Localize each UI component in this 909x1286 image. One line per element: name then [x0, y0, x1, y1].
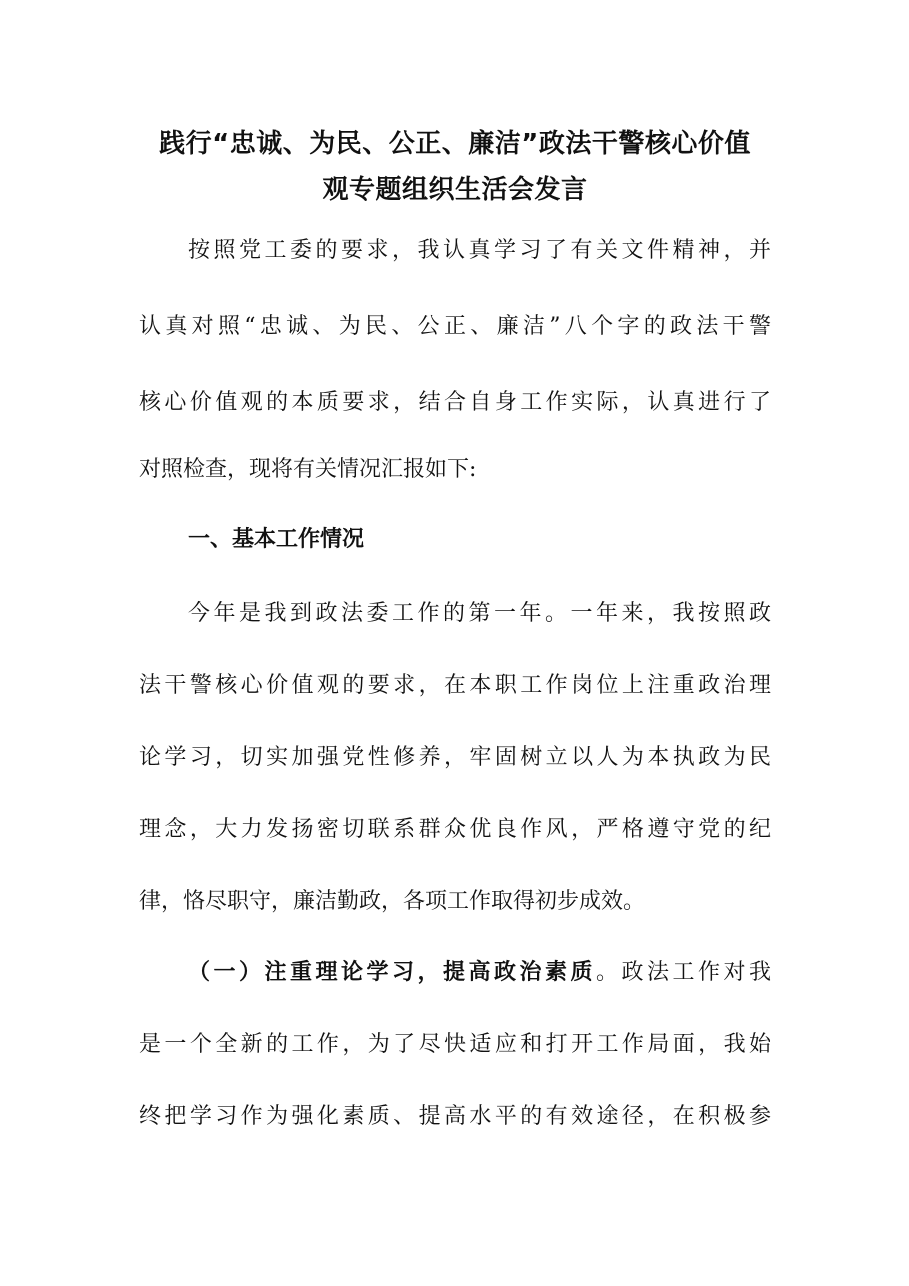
section-1-line-1: 今年是我到政法委工作的第一年。一年来，我按照政 [188, 601, 771, 626]
section-1-line-4: 理念，大力发扬密切联系群众优良作风，严格遵守党的纪 [139, 817, 771, 842]
section-1-line-5: 律，恪尽职守，廉洁勤政，各项工作取得初步成效。 [139, 889, 646, 914]
subsection-1-heading: （一）注重理论学习，提高政治素质 [188, 960, 596, 985]
section-1-line-3: 论学习，切实加强党性修养，牢固树立以人为本执政为民 [139, 745, 771, 770]
document-title-line-2: 观专题组织生活会发言 [322, 175, 588, 205]
intro-line-1: 按照党工委的要求，我认真学习了有关文件精神，并 [188, 238, 771, 263]
subsection-1-line-3: 终把学习作为强化素质、提高水平的有效途径，在积极参 [139, 1104, 771, 1129]
intro-line-4: 对照检查，现将有关情况汇报如下: [139, 457, 477, 482]
subsection-1-line-2: 是一个全新的工作，为了尽快适应和打开工作局面，我始 [139, 1032, 771, 1057]
section-1-heading: 一、基本工作情况 [188, 527, 365, 552]
intro-line-2: 认真对照“忠诚、为民、公正、廉洁”八个字的政法干警 [139, 314, 771, 339]
intro-line-3: 核心价值观的本质要求，结合自身工作实际，认真进行了 [139, 390, 771, 415]
section-1-line-2: 法干警核心价值观的要求，在本职工作岗位上注重政治理 [139, 673, 771, 698]
subsection-1-line-1 [188, 955, 771, 991]
document-title-line-1: 践行“忠诚、为民、公正、廉洁”政法干警核心价值 [159, 129, 751, 159]
subsection-1-line-1-rest: 。政法工作对我 [595, 960, 771, 985]
